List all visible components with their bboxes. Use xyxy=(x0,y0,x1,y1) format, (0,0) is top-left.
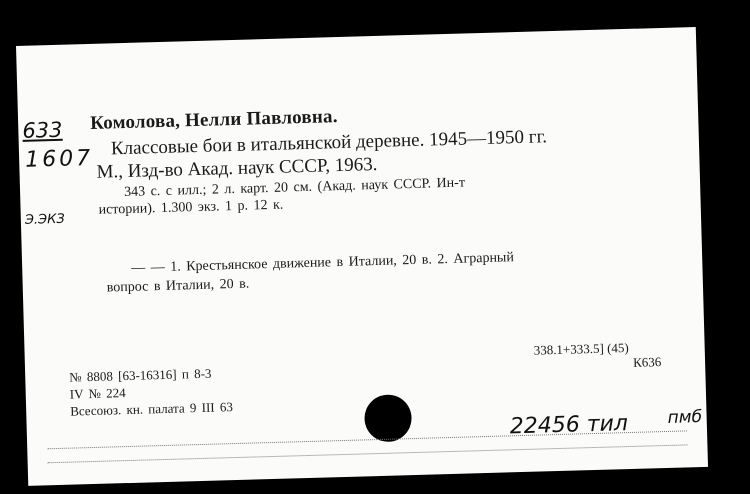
author-heading: Комолова, Нелли Павловна. xyxy=(89,106,338,134)
handwritten-number-second: 1607 xyxy=(24,145,94,173)
series-note: истории). 1.300 экз. 1 р. 12 к. xyxy=(98,197,284,218)
subject-headings-line1: — — 1. Крестьянское движение в Италии, 20 в. 2. Аграрный xyxy=(131,250,515,276)
author-mark: К636 xyxy=(632,354,662,370)
book-title: Классовые бои в итальянской деревне. 1945—1950 гг. xyxy=(110,126,548,160)
handwritten-bottom-note: 22456 тил xyxy=(509,411,629,440)
dotted-divider xyxy=(48,444,688,463)
record-issue: IV № 224 xyxy=(69,385,126,402)
imprint: М., Изд-во Акад. наук СССР, 1963. xyxy=(96,153,378,183)
subject-headings-line2: вопрос в Италии, 20 в. xyxy=(106,276,250,296)
punch-hole xyxy=(364,394,412,442)
handwritten-number-top: 633 xyxy=(22,117,63,143)
record-publisher: Всесоюз. кн. палата 9 III 63 xyxy=(70,399,234,419)
handwritten-bottom-right: пмб xyxy=(667,406,703,428)
record-number: № 8808 [63-16316] п 8-3 xyxy=(69,365,212,385)
catalog-card xyxy=(16,27,708,486)
collation: 343 с. с илл.; 2 л. карт. 20 см. (Акад. наук СССР. Ин-т xyxy=(123,175,466,201)
classification-code: 338.1+333.5] (45) xyxy=(533,340,629,358)
handwritten-margin-mark: Э.ЭКЗ xyxy=(24,211,65,228)
